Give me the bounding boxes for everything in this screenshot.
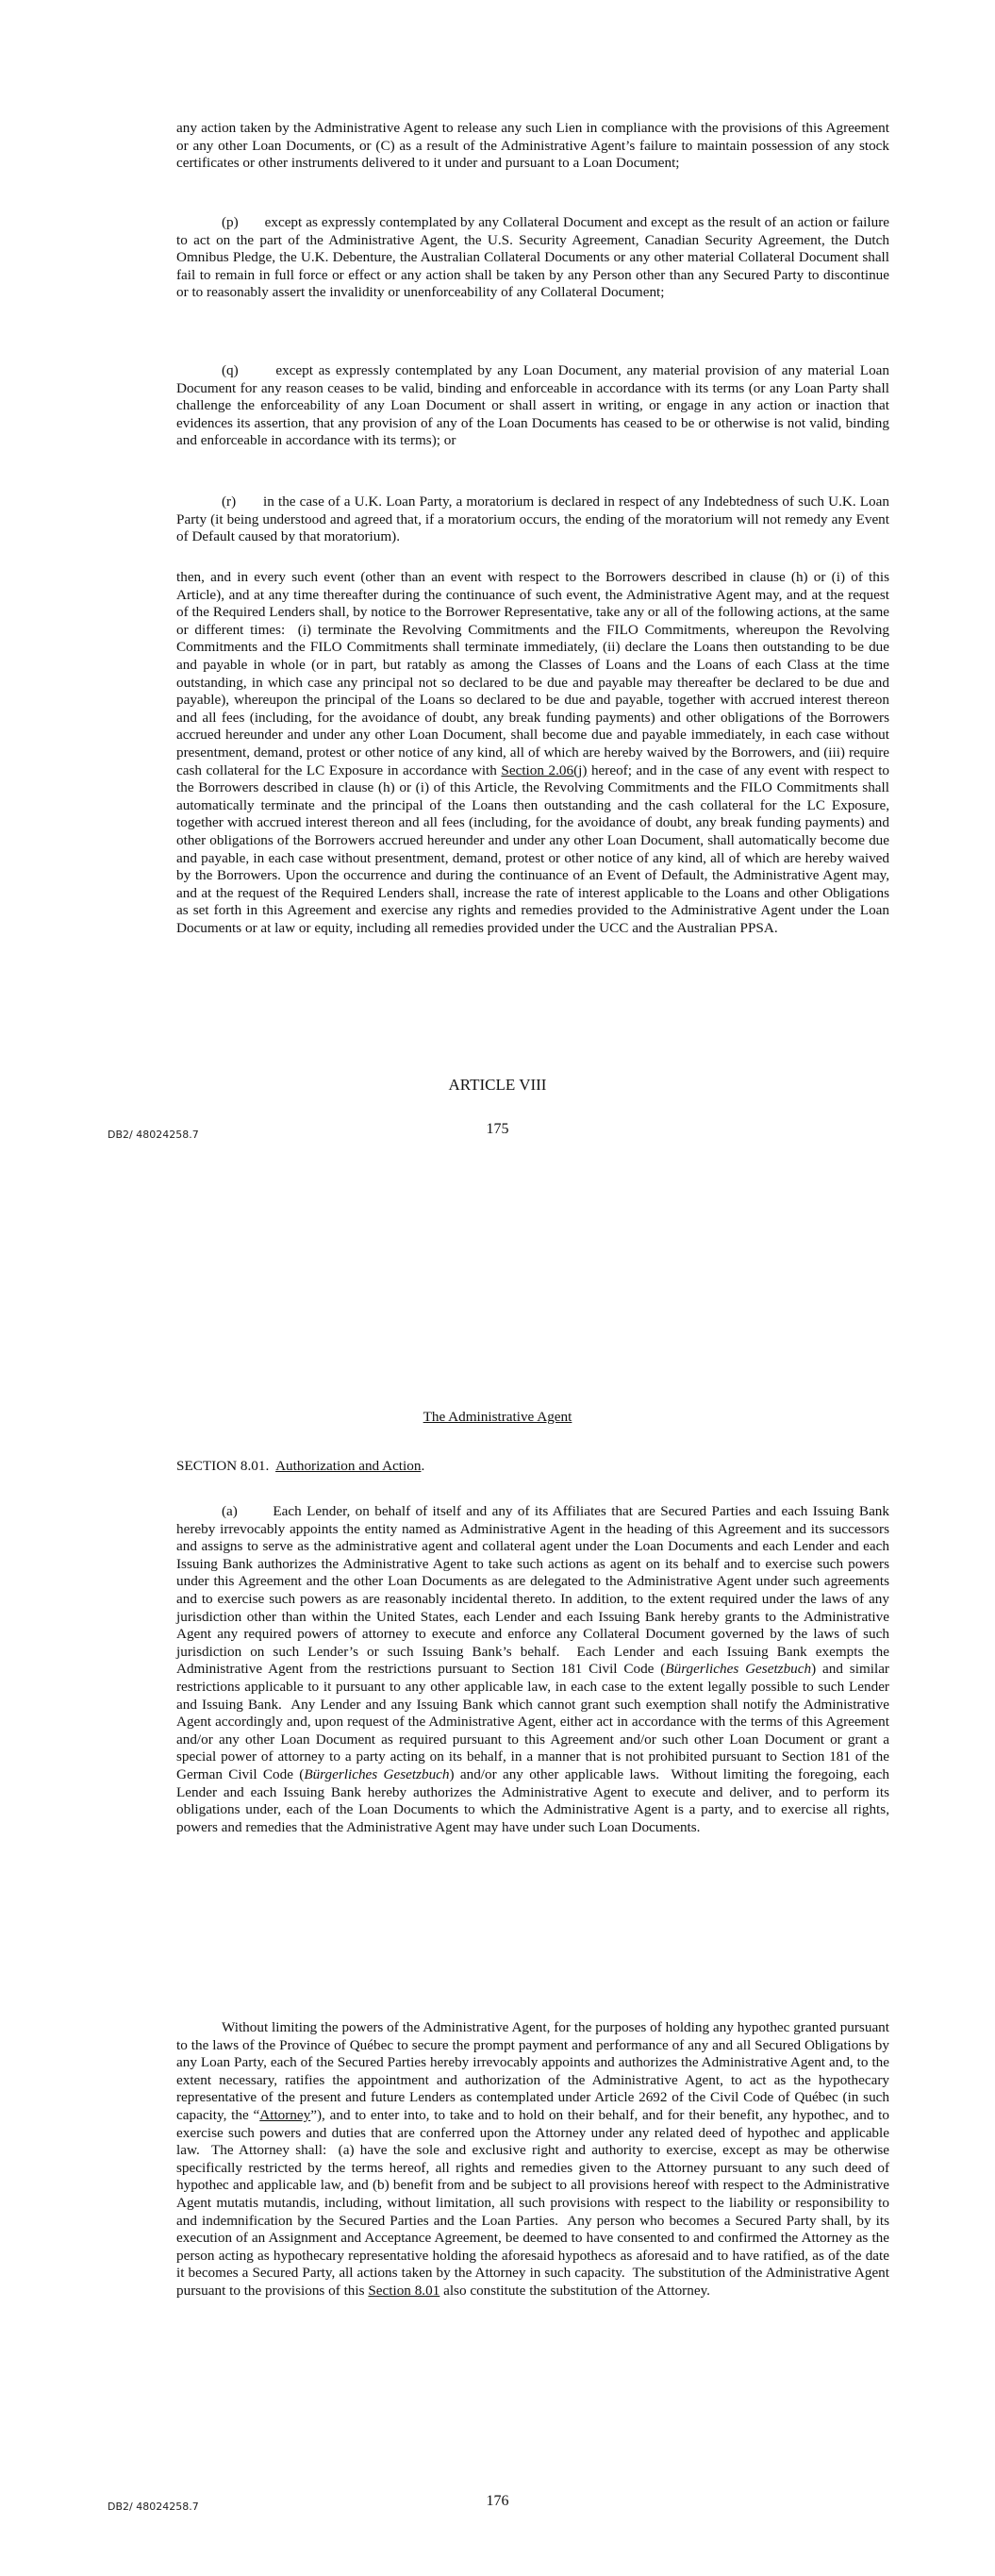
paragraph-a-italic-1: Bürgerliches Gesetzbuch [665,1661,812,1678]
clause-p: (p) except as expressly contemplated by any Collateral Document and except as the result of an action or failure to act on the part of the Administrative Agent, the U.S. Security Agreement, Canadian Security Agreement, the Dutch Omnibus Pledge, the U.K. Debenture, the Australian Collateral Documents or any other material Collateral Document shall fail to remain in full force or effect or any action shall be taken by any Person other than any Secured Party to discontinue or to reasonably assert the invalidity or unenforceability of any Collateral Document; [176,214,889,301]
then-paragraph [176,569,889,937]
article-title-text: The Administrative Agent [423,1409,572,1425]
then-text-2: hereof; and in the case of any event with respect to the Borrowers described in clause (h) or (i) of this Article, the Revolving Commitments and the FILO Commitments shall automatically terminate and the principal of the Loans then outstanding and the cash collateral for the LC Exposure, together with accrued interest thereon and all fees (including, for the avoidance of doubt, any break funding payments) and other obligations of the Borrowers accrued hereunder and under any other Loan Document, shall automatically become due and payable, in each case without presentment, demand, protest or other notice of any kind, all of which are hereby waived by the Borrowers. Upon the occurrence and during the continuance of an Event of Default, the Administrative Agent may, and at the request of the Required Lenders shall, increase the rate of interest applicable to the Loans and other Obligations as set forth in this Agreement and exercise any rights and remedies provided to the Administrative Agent under the Loan Documents or at law or equity, including all remedies provided under the UCC and the Australian PPSA. [176,761,890,936]
quebec-text-3: also constitute the substitution of the Attorney. [439,2282,710,2299]
quebec-text-2: ”), and to enter into, to take and to hold on their behalf, and for their benefit, any hypothec, and to exercise such powers and duties that are conferred upon the Attorney under any related deed of hypothec and applicable law. The Attorney shall: (a) have the sole and exclusive right and authority to exercise, except as may be otherwise specifically restricted by the terms hereof, all rights and remedies given to the Attorney pursuant to any such deed of hypothec and applicable law, and (b) benefit from and be subject to all provisions hereof with respect to the Administrative Agent mutatis mutandis, including, without limitation, all such provisions with respect to the liability or responsibility to and indemnification by the Secured Parties and the Loan Parties. Any person who becomes a Secured Party shall, by its execution of an Assignment and Acceptance Agreement, be deemed to have consented to and confirmed the Attorney as the person acting as hypothecary representative holding the aforesaid hypothecs as aforesaid and to have ratified, as of the date it becomes a Secured Party, all actions taken by the Attorney in such capacity. The substitution of the Administrative Agent pursuant to the provisions of this [176,2106,890,2299]
clause-r: (r) in the case of a U.K. Loan Party, a moratorium is declared in respect of any Indebtedness of such U.K. Loan Party (it being understood and agreed that, if a moratorium occurs, the ending of the moratorium will not remedy any Event of Default caused by that moratorium). [176,493,889,545]
section-8-01-link[interactable]: Section 8.01 [368,2282,440,2299]
attorney-term: Attorney [259,2106,311,2123]
continuation-paragraph: any action taken by the Administrative Agent to release any such Lien in compliance with the provisions of this Agreement or any other Loan Documents, or (C) as a result of the Administrative Agent’s failure to maintain possession of any stock certificates or other instruments delivered to it under and pursuant to a Loan Document; [176,120,889,172]
paragraph-a [176,1503,889,1836]
section-number: SECTION 8.01. [176,1458,276,1474]
section-8-01-heading [176,1458,424,1475]
article-heading: ARTICLE VIII [448,1076,547,1094]
clause-q: (q) except as expressly contemplated by any Loan Document, any material provision of any material Loan Document for any reason ceases to be valid, binding and enforceable in accordance with its terms (or any Loan Party shall challenge the enforceability of any Loan Document or shall assert in writing, or engage in any action or inaction that evidences its assertion, that any provision of any of the Loan Documents has ceased to be or otherwise is not valid, binding and enforceable in accordance with its terms); or [176,362,889,449]
page-176 [0,1288,995,2576]
quebec-text-1: Without limiting the powers of the Administrative Agent, for the purposes of holding any hypothec granted pursuant to the laws of the Province of Québec to secure the prompt payment and performance of any and all Secured Obligations by any Loan Party, each of the Secured Parties hereby irrevocably appoints and authorizes the Administrative Agent and, to the extent necessary, ratifies the appointment and authorization of the Administrative Agent, to act as the hypothecary representative of the present and future Lenders as contemplated under Article 2692 of the Civil Code of Québec (in such capacity, the “ [176,2019,889,2123]
section-period: . [421,1458,425,1474]
footer-document-id: DB2/ 48024258.7 [108,1129,199,1141]
section-2-06-j-link[interactable]: Section 2.06(j) [501,761,588,778]
page-number: 176 [486,2493,509,2509]
paragraph-a-text-2: ) and similar restrictions applicable to it pursuant to any other applicable law, in each case to the extent legally possible to such Lender and Issuing Bank. Any Lender and any Issuing Bank which cannot grant such exemption shall notify the Administrative Agent accordingly and, upon request of the Administrative Agent, either act in accordance with the terms of this Agreement and/or any other Loan Document as required pursuant to this Agreement and/or such other Loan Document or grant a special power of attorney to a party acting on its behalf, in a manner that is not prohibited pursuant to Section 181 of the German Civil Code ( [176,1661,889,1782]
page-number: 175 [486,1121,509,1137]
section-title: Authorization and Action [275,1458,422,1474]
paragraph-a-text-3: ) and/or any other applicable laws. Without limiting the foregoing, each Lender and each Issuing Bank hereby authorizes the Administrative Agent to execute and deliver, and to perform its obligations under, each of the Loan Documents to which the Administrative Agent is a party, and to exercise all rights, powers and remedies that the Administrative Agent may have under such Loan Documents. [176,1765,890,1835]
paragraph-a-italic-2: Bürgerliches Gesetzbuch [304,1765,450,1782]
quebec-paragraph [176,2019,889,2300]
article-title [0,1409,995,1426]
footer-document-id: DB2/ 48024258.7 [108,2501,199,2513]
paragraph-a-text-1: (a) Each Lender, on behalf of itself and any of its Affiliates that are Secured Parties and each Issuing Bank hereby irrevocably appoints the entity named as Administrative Agent in the heading of this Agreement and its successors and assigns to serve as the administrative agent and collateral agent under the Loan Documents and each Lender and each Issuing Bank authorizes the Administrative Agent to take such actions as agent on its behalf and to exercise such powers under this Agreement and the other Loan Documents as are delegated to the Administrative Agent under such agreements and to exercise such powers as are reasonably incidental thereto. In addition, to the extent required under the laws of any jurisdiction other than within the United States, each Lender and each Issuing Bank hereby grants to the Administrative Agent any required powers of attorney to execute and enforce any Collateral Document governed by the laws of such jurisdiction on such Lender’s or such Issuing Bank’s behalf. Each Lender and each Issuing Bank exempts the Administrative Agent from the restrictions pursuant to Section 181 Civil Code ( [176,1503,889,1678]
then-text-1: then, and in every such event (other than an event with respect to the Borrowers described in clause (h) or (i) of this Article), and at any time thereafter during the continuance of such event, the Administrative Agent may, and at the request of the Required Lenders shall, by notice to the Borrower Representative, take any or all of the following actions, at the same or different times: (i) terminate the Revolving Commitments and the FILO Commitments, whereupon the Revolving Commitments and the FILO Commitments shall terminate immediately, (ii) declare the Loans then outstanding to be due and payable in whole (or in part, but ratably as among the Classes of Loans and the Loans of each Class at the time outstanding, in which case any principal not so declared to be due and payable may thereafter be declared to be due and payable), whereupon the principal of the Loans so declared to be due and payable, together with accrued interest thereon and all fees (including, for the avoidance of doubt, any break funding payments) and other obligations of the Borrowers accrued hereunder and under any other Loan Document, shall become due and payable immediately, in each case without presentment, demand, protest or other notice of any kind, all of which are hereby waived by the Borrowers, and (iii) require cash collateral for the LC Exposure in accordance with [176,569,889,778]
